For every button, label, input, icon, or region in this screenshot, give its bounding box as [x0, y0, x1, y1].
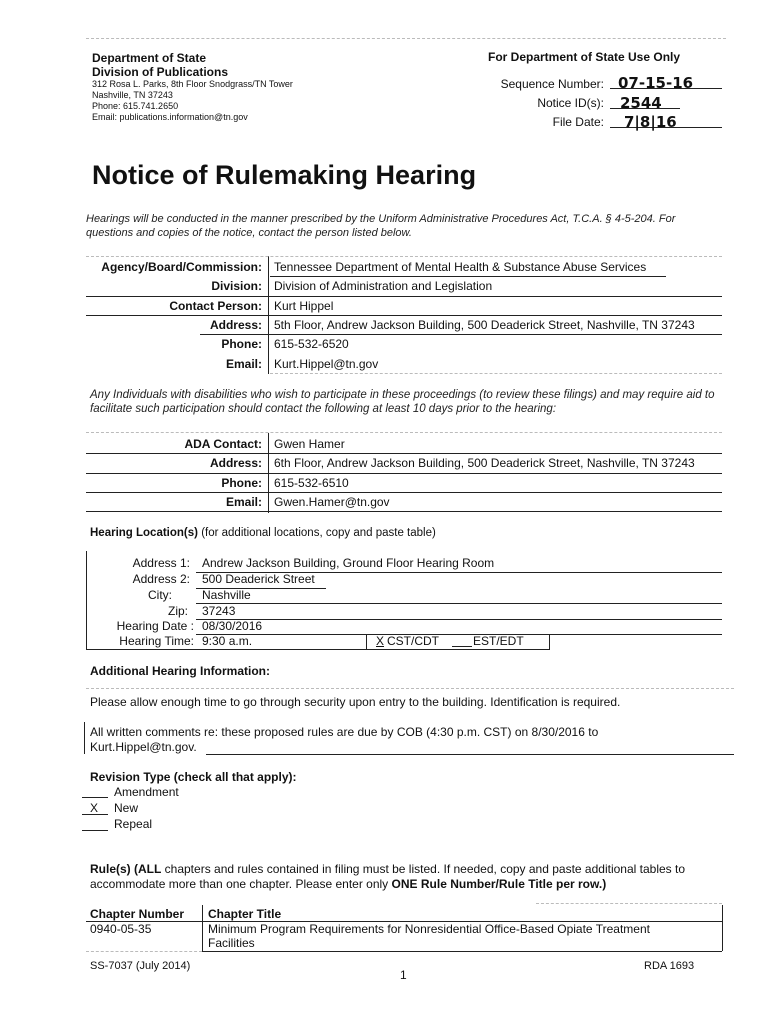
zip-value: 37243	[202, 604, 236, 618]
division-value: Division of Administration and Legislation	[274, 279, 493, 293]
agency-phone-value: 615-532-6520	[274, 337, 349, 351]
additional-para-2b: Kurt.Hippel@tn.gov.	[90, 740, 197, 754]
tz-cst-label: CST/CDT	[387, 634, 439, 648]
dept-phone: Phone: 615.741.2650	[92, 101, 179, 111]
ada-contact-value: Gwen Hamer	[274, 437, 345, 451]
ada-email-value: Gwen.Hamer@tn.gov	[274, 495, 390, 509]
hearing-heading-line	[90, 527, 436, 539]
ada-email-rule	[86, 511, 722, 512]
page-title: Notice of Rulemaking Hearing	[92, 160, 477, 190]
agency-address-value: 5th Floor, Andrew Jackson Building, 500 Deaderick Street, Nashville, TN 37243	[274, 318, 695, 332]
contact-rule	[86, 315, 722, 316]
footer-page-number: 1	[400, 968, 407, 982]
hearing-heading: Hearing Location(s)	[90, 527, 198, 539]
disability-note: Any Individuals with disabilities who wish to participate in these proceedings (to review these filings) and may require aid to facilitate such participation should contact the following at least 10 days prior to the hearing:	[90, 389, 715, 415]
ada-top-rule	[86, 432, 722, 433]
ada-phone-rule	[86, 492, 722, 493]
chapter-title-line-1: Minimum Program Requirements for Nonresidential Office-Based Opiate Treatment	[208, 922, 650, 936]
repeal-label: Repeal	[114, 817, 153, 831]
hearing-date-value: 08/30/2016	[202, 619, 263, 633]
footer-form-number: SS-7037 (July 2014)	[90, 960, 191, 972]
repeal-checkbox[interactable]	[82, 830, 108, 831]
division-label: Division:	[211, 279, 262, 293]
header-block	[92, 51, 293, 123]
chapter-bottom-left-rule	[86, 951, 202, 952]
agency-email-label: Email:	[225, 357, 262, 371]
additional-para-1: Please allow enough time to go through security upon entry to the building. Identification is required.	[90, 695, 621, 709]
sequence-label: Sequence Number:	[500, 77, 604, 91]
notice-value: 2544	[620, 94, 662, 112]
dept-address-1: 312 Rosa L. Parks, 8th Floor Snodgrass/TN Tower	[92, 79, 293, 89]
address-rule	[200, 334, 722, 335]
rules-note-pre: Rule(s) (	[90, 862, 138, 876]
revision-heading: Revision Type (check all that apply):	[90, 770, 297, 784]
sequence-value: 07-15-16	[618, 74, 694, 92]
file-date-value: 7|8|16	[624, 113, 677, 131]
city-rule	[196, 603, 722, 604]
file-date-label: File Date:	[552, 115, 604, 129]
footer-rda: RDA 1693	[644, 960, 695, 972]
additional-bottom-rule	[206, 754, 734, 755]
tz-est-mark-line[interactable]	[452, 646, 472, 647]
ada-address-rule	[86, 473, 722, 474]
intro-text: Hearings will be conducted in the manner prescribed by the Uniform Administrative Procedures Act, T.C.A. § 4-5-204. For questions and copies of the notice, contact the person listed below.	[86, 213, 676, 239]
city-value: Nashville	[202, 588, 251, 602]
agency-phone-label: Phone:	[221, 337, 262, 351]
chapter-title-header: Chapter Title	[208, 907, 282, 921]
additional-left-border	[84, 722, 85, 754]
ada-contact-rule	[86, 453, 722, 454]
rules-note-one: ONE	[391, 877, 418, 891]
tz-right-border	[549, 634, 550, 649]
rules-note-mid: chapters and rules contained in filing must be listed. If needed, copy and paste additional tables to accommodate more than one chapter. Please enter only	[90, 862, 685, 891]
contact-label: Contact Person:	[169, 299, 262, 313]
address1-label: Address 1:	[132, 556, 190, 570]
hearing-time-rule	[86, 649, 550, 650]
zip-label: Zip:	[167, 604, 188, 618]
ada-phone-value: 615-532-6510	[274, 476, 349, 490]
additional-para-2a: All written comments re: these proposed rules are due by COB (4:30 p.m. CST) on 8/30/2016 to	[90, 725, 599, 739]
ada-contact-label: ADA Contact:	[184, 437, 262, 451]
address2-label: Address 2:	[132, 572, 190, 586]
agency-rule	[270, 276, 666, 277]
hearing-heading-note: (for additional locations, copy and paste table)	[201, 527, 436, 539]
chapter-title-line-2: Facilities	[208, 936, 255, 950]
dept-name: Department of State	[92, 51, 207, 65]
division-rule	[86, 296, 722, 297]
amendment-checkbox[interactable]	[82, 797, 108, 798]
division-name: Division of Publications	[92, 65, 229, 79]
address2-value: 500 Deaderick Street	[202, 572, 315, 586]
hearing-time-label: Hearing Time:	[119, 634, 194, 648]
tz-cst-mark[interactable]: X	[376, 634, 385, 648]
tz-est-label: EST/EDT	[473, 634, 524, 648]
address1-value: Andrew Jackson Building, Ground Floor Hearing Room	[202, 556, 495, 570]
rules-note-all: ALL	[138, 862, 162, 876]
tz-left-border	[366, 634, 367, 649]
agency-label: Agency/Board/Commission:	[101, 260, 262, 274]
notice-label: Notice ID(s):	[537, 96, 604, 110]
additional-top-rule	[86, 688, 734, 689]
chapter-number-header: Chapter Number	[90, 907, 185, 921]
use-only-title: For Department of State Use Only	[488, 50, 681, 64]
hearing-left-border	[86, 551, 87, 649]
ada-email-label: Email:	[225, 495, 262, 509]
chapter-top-rule	[536, 903, 722, 904]
agency-top-rule	[86, 256, 722, 257]
dept-address-2: Nashville, TN 37243	[92, 90, 173, 100]
amendment-label: Amendment	[114, 785, 179, 799]
chapter-right-border	[722, 905, 723, 951]
agency-bottom-rule	[270, 373, 722, 374]
agency-email-value: Kurt.Hippel@tn.gov	[274, 357, 379, 371]
new-label: New	[114, 801, 139, 815]
contact-value: Kurt Hippel	[274, 299, 334, 313]
chapter-bottom-rule	[202, 951, 722, 952]
hearing-time-value: 9:30 a.m.	[202, 634, 253, 648]
ada-address-label: Address:	[209, 456, 262, 470]
agency-address-label: Address:	[209, 318, 262, 332]
hearing-date-label: Hearing Date :	[116, 619, 194, 633]
chapter-divider	[202, 905, 203, 951]
additional-heading: Additional Hearing Information:	[90, 664, 270, 678]
top-rule	[86, 38, 726, 39]
new-mark: X	[90, 801, 99, 815]
hearing-date-rule	[196, 634, 722, 635]
rules-note-post: Rule Number/Rule Title per row.)	[417, 877, 607, 891]
dept-email: Email: publications.information@tn.gov	[92, 112, 248, 122]
zip-rule	[196, 619, 722, 620]
chapter-number-value: 0940-05-35	[90, 922, 152, 936]
agency-value: Tennessee Department of Mental Health & Substance Abuse Services	[274, 260, 647, 274]
ada-phone-label: Phone:	[221, 476, 262, 490]
ada-address-value: 6th Floor, Andrew Jackson Building, 500 Deaderick Street, Nashville, TN 37243	[274, 456, 695, 470]
city-label: City:	[148, 588, 172, 602]
rules-note	[90, 862, 726, 892]
